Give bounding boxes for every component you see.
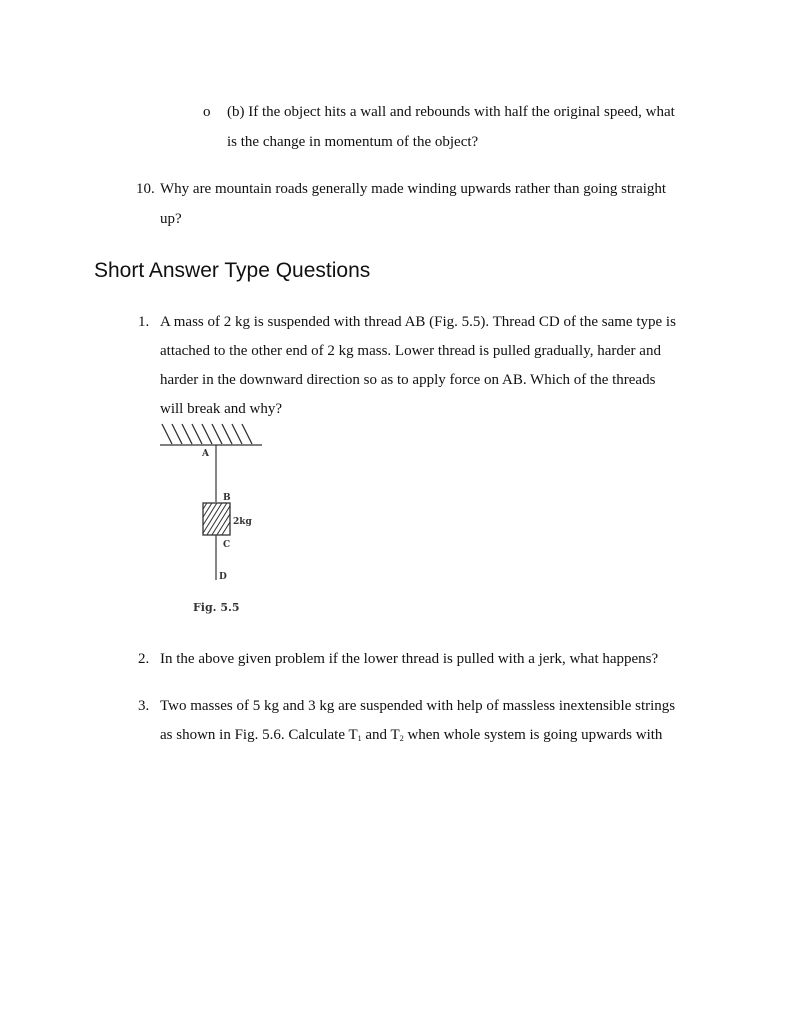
short-answer-1-line-3: harder in the downward direction so as to apply force on AB. Which of the threads (160, 372, 656, 388)
short-answer-1-line-4: will break and why? (160, 401, 283, 417)
label-b: B (223, 493, 231, 503)
t2-subscript: 2 (399, 734, 404, 743)
figure-5-5 (150, 418, 280, 623)
short-answer-3-line-1: Two masses of 5 kg and 3 kg are suspended with help of massless inextensible strings (160, 698, 676, 714)
label-d: D (219, 572, 227, 582)
label-a: A (202, 449, 209, 459)
figure-caption: Fig. 5.5 (193, 601, 240, 614)
question-9b-line-1: (b) If the object hits a wall and rebounds with half the original speed, what (227, 104, 675, 120)
short-answer-2-number: 2. (138, 651, 150, 667)
question-10-number: 10. (136, 181, 155, 197)
line-text-part: and T (361, 727, 400, 743)
ceiling-support (160, 424, 262, 445)
short-answer-1-line-2: attached to the other end of 2 kg mass. Lower thread is pulled gradually, harder and (160, 343, 661, 359)
question-10-line-1: Why are mountain roads generally made winding upwards rather than going straight (160, 181, 667, 197)
short-answer-3-number: 3. (138, 698, 150, 714)
short-answer-2-line-1: In the above given problem if the lower thread is pulled with a jerk, what happens? (160, 651, 659, 667)
question-9b-line-2: is the change in momentum of the object? (227, 134, 479, 150)
label-c: C (223, 540, 231, 550)
question-10-line-2: up? (160, 211, 182, 227)
short-answer-1-line-1: A mass of 2 kg is suspended with thread AB (Fig. 5.5). Thread CD of the same type is (160, 314, 676, 330)
short-answer-3-line-2 (160, 721, 662, 753)
list-bullet: o (203, 104, 211, 120)
t1-subscript: 1 (357, 734, 362, 743)
short-answer-1-number: 1. (138, 314, 150, 330)
section-heading: Short Answer Type Questions (94, 259, 371, 282)
line-text-part: when whole system is going upwards with (403, 727, 663, 743)
mass-label: 2kg (233, 517, 252, 527)
line-text-part: as shown in Fig. 5.6. Calculate T (160, 727, 358, 743)
